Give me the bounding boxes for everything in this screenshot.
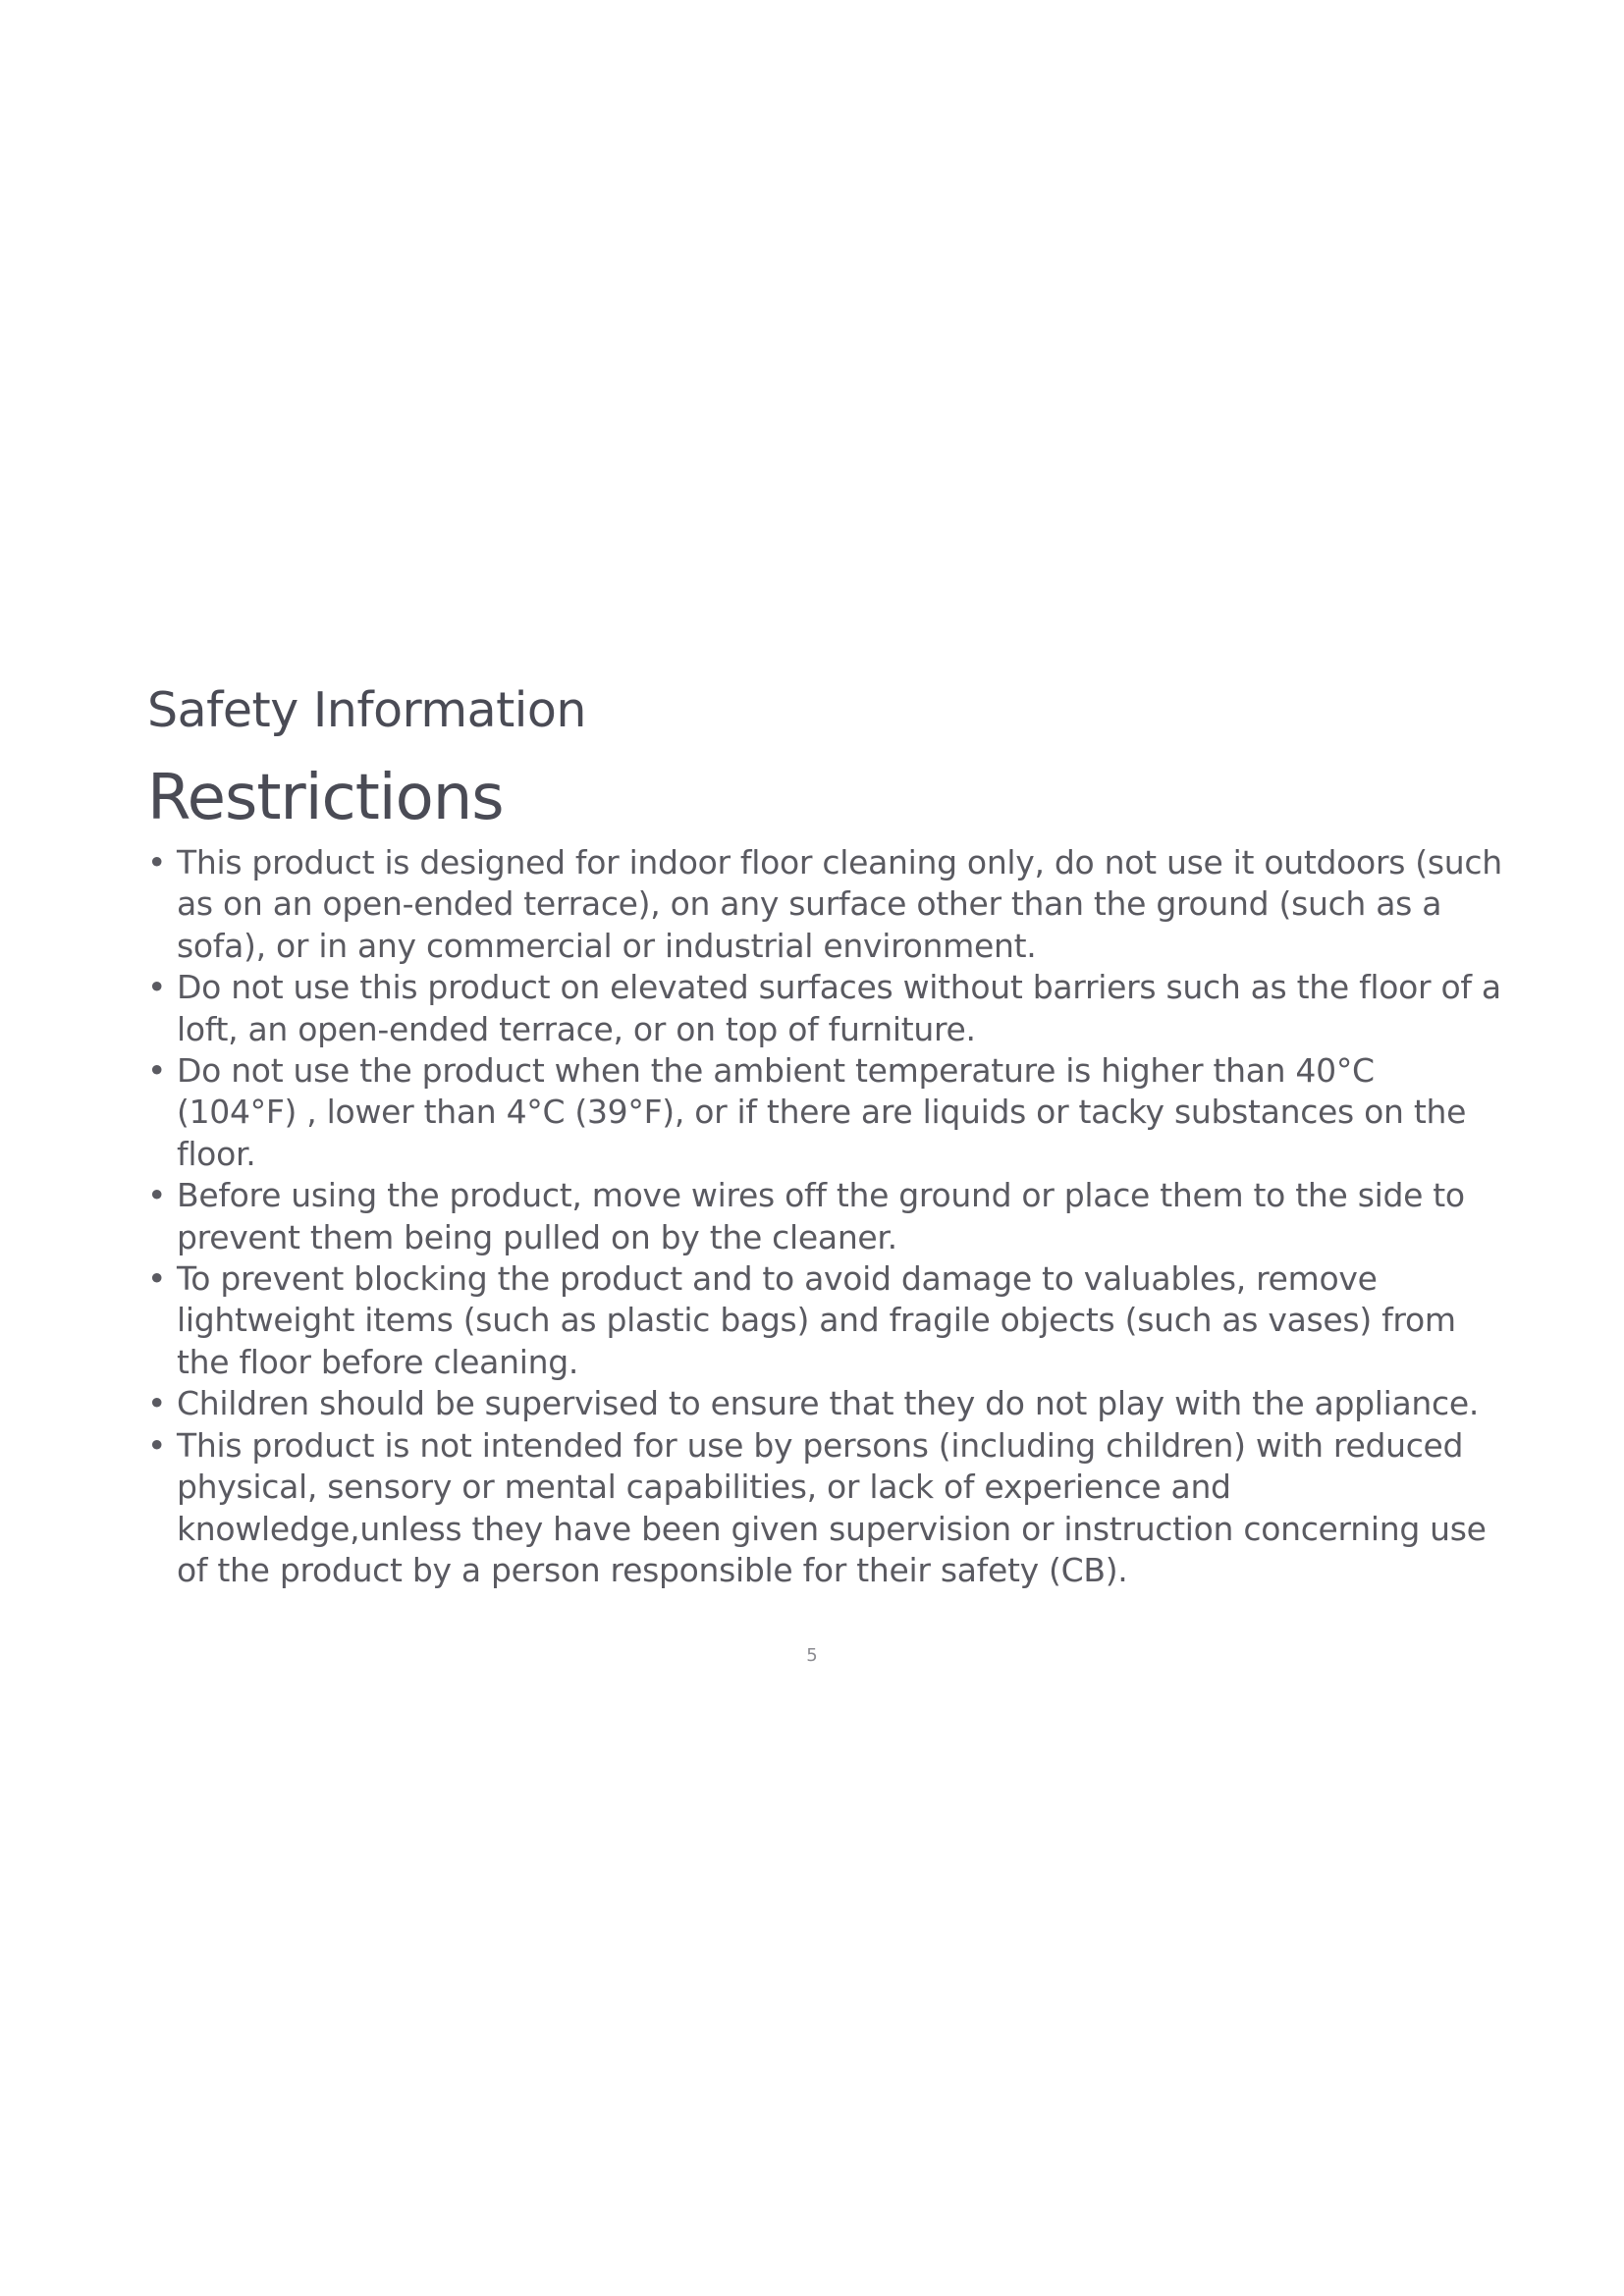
list-item <box>147 967 1502 1050</box>
list-item-text: This product is not intended for use by persons (including children) with reduced physical, sensory or mental capabilities, or lack of experience and knowledge,unless they have been given supervision or instruction concerning use of the product by a person responsible for their safety (CB). <box>177 1425 1487 1589</box>
list-item-text: Children should be supervised to ensure that they do not play with the appliance. <box>177 1384 1480 1423</box>
page-title: Restrictions <box>147 762 504 834</box>
bullet-icon: • <box>147 1176 167 1215</box>
section-label: Safety Information <box>147 682 586 738</box>
bullet-icon: • <box>147 1425 167 1465</box>
bullet-icon: • <box>147 843 167 881</box>
page-number: 5 <box>806 1645 818 1666</box>
bullet-icon: • <box>147 1051 167 1091</box>
list-item <box>147 1425 1502 1592</box>
list-item-text: Before using the product, move wires off the ground or place them to the side to prevent them being pulled on by the cleaner. <box>177 1176 1465 1256</box>
list-item-text: Do not use this product on elevated surfaces without barriers such as the floor of a loft, an open-ended terrace, or on top of furniture. <box>177 968 1501 1048</box>
document-content <box>147 675 1502 1591</box>
list-item-text: This product is designed for indoor floor cleaning only, do not use it outdoors (such as on an open-ended terrace), on any surface other than the ground (such as a sofa), or in any commercial or industrial environment. <box>177 843 1502 965</box>
bullet-icon: • <box>147 968 167 1007</box>
list-item <box>147 1258 1502 1383</box>
list-item <box>147 1383 1502 1424</box>
bullet-icon: • <box>147 1384 167 1423</box>
list-item <box>147 842 1502 967</box>
list-item-text: To prevent blocking the product and to avoid damage to valuables, remove lightweight items (such as plastic bags) and fragile objects (such as vases) from the floor before cleaning. <box>177 1259 1456 1381</box>
list-item-text: Do not use the product when the ambient temperature is higher than 40°C (104°F) , lower than 4°C (39°F), or if there are liquids or tacky substances on the floor. <box>177 1051 1467 1173</box>
restrictions-list <box>147 842 1502 1591</box>
list-item <box>147 1050 1502 1175</box>
bullet-icon: • <box>147 1259 167 1299</box>
list-item <box>147 1175 1502 1258</box>
